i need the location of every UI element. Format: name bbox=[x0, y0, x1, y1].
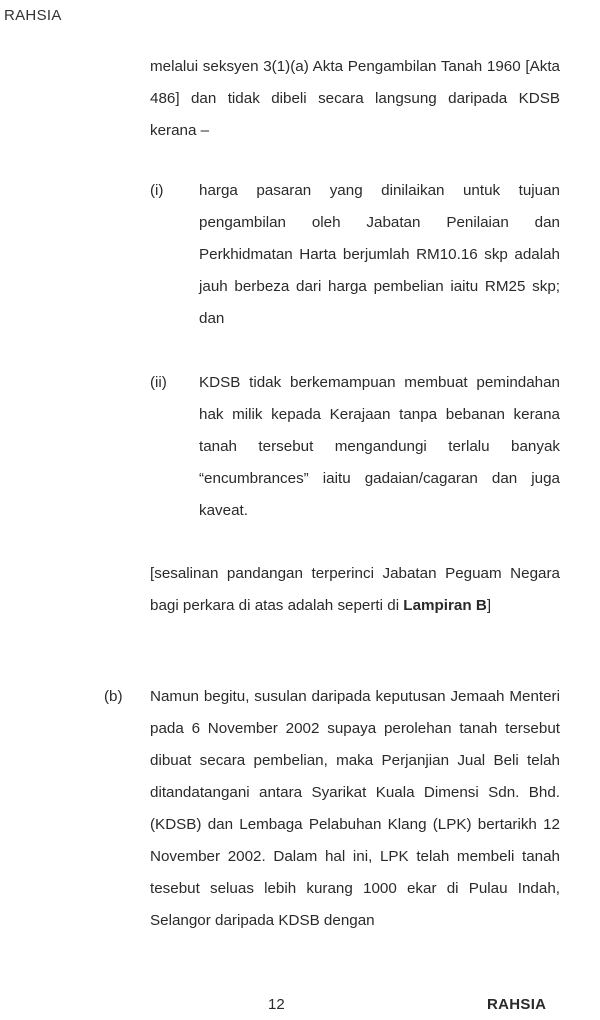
note-bold-ref: Lampiran B bbox=[403, 597, 487, 614]
page-number: 12 bbox=[268, 996, 285, 1013]
footer-classification: RAHSIA bbox=[487, 996, 547, 1013]
item-ii-text: KDSB tidak berkemampuan membuat pemindahan hak milik kepada Kerajaan tanpa bebanan kerana tanah tersebut mengandungi terlalu banyak “encumbrances” iaitu gadaian/cagaran dan juga kaveat. bbox=[199, 374, 560, 519]
section-b-text: Namun begitu, susulan daripada keputusan Jemaah Menteri pada 6 November 2002 supaya perolehan tanah tersebut dibuat secara pembelian, maka Perjanjian Jual Beli telah ditandatangani antara Syarikat Kuala Dimensi Sdn. Bhd. (KDSB) dan Lembaga Pelabuhan Klang (LPK) bertarikh 12 November 2002. Dalam hal ini, LPK telah membeli tanah tesebut seluas lebih kurang 1000 ekar di Pulau Indah, Selangor daripada KDSB dengan bbox=[150, 688, 560, 929]
item-i-marker: (i) bbox=[150, 182, 164, 199]
intro-paragraph: melalui seksyen 3(1)(a) Akta Pengambilan Tanah 1960 [Akta 486] dan tidak dibeli secara langsung daripada KDSB kerana – bbox=[150, 58, 560, 139]
section-b-marker: (b) bbox=[104, 688, 123, 705]
lampiran-note bbox=[150, 558, 560, 622]
note-close-bracket: ] bbox=[486, 597, 492, 614]
item-i-text: harga pasaran yang dinilaikan untuk tujuan pengambilan oleh Jabatan Penilaian dan Perkhidmatan Harta berjumlah RM10.16 skp adalah jauh berbeza dari harga pembelian iaitu RM25 skp; dan bbox=[199, 182, 560, 327]
item-ii-marker: (ii) bbox=[150, 374, 167, 391]
note-text: [sesalinan pandangan terperinci Jabatan Peguam Negara bagi perkara di atas adalah seperti di bbox=[150, 565, 560, 614]
header-classification: RAHSIA bbox=[4, 7, 62, 24]
